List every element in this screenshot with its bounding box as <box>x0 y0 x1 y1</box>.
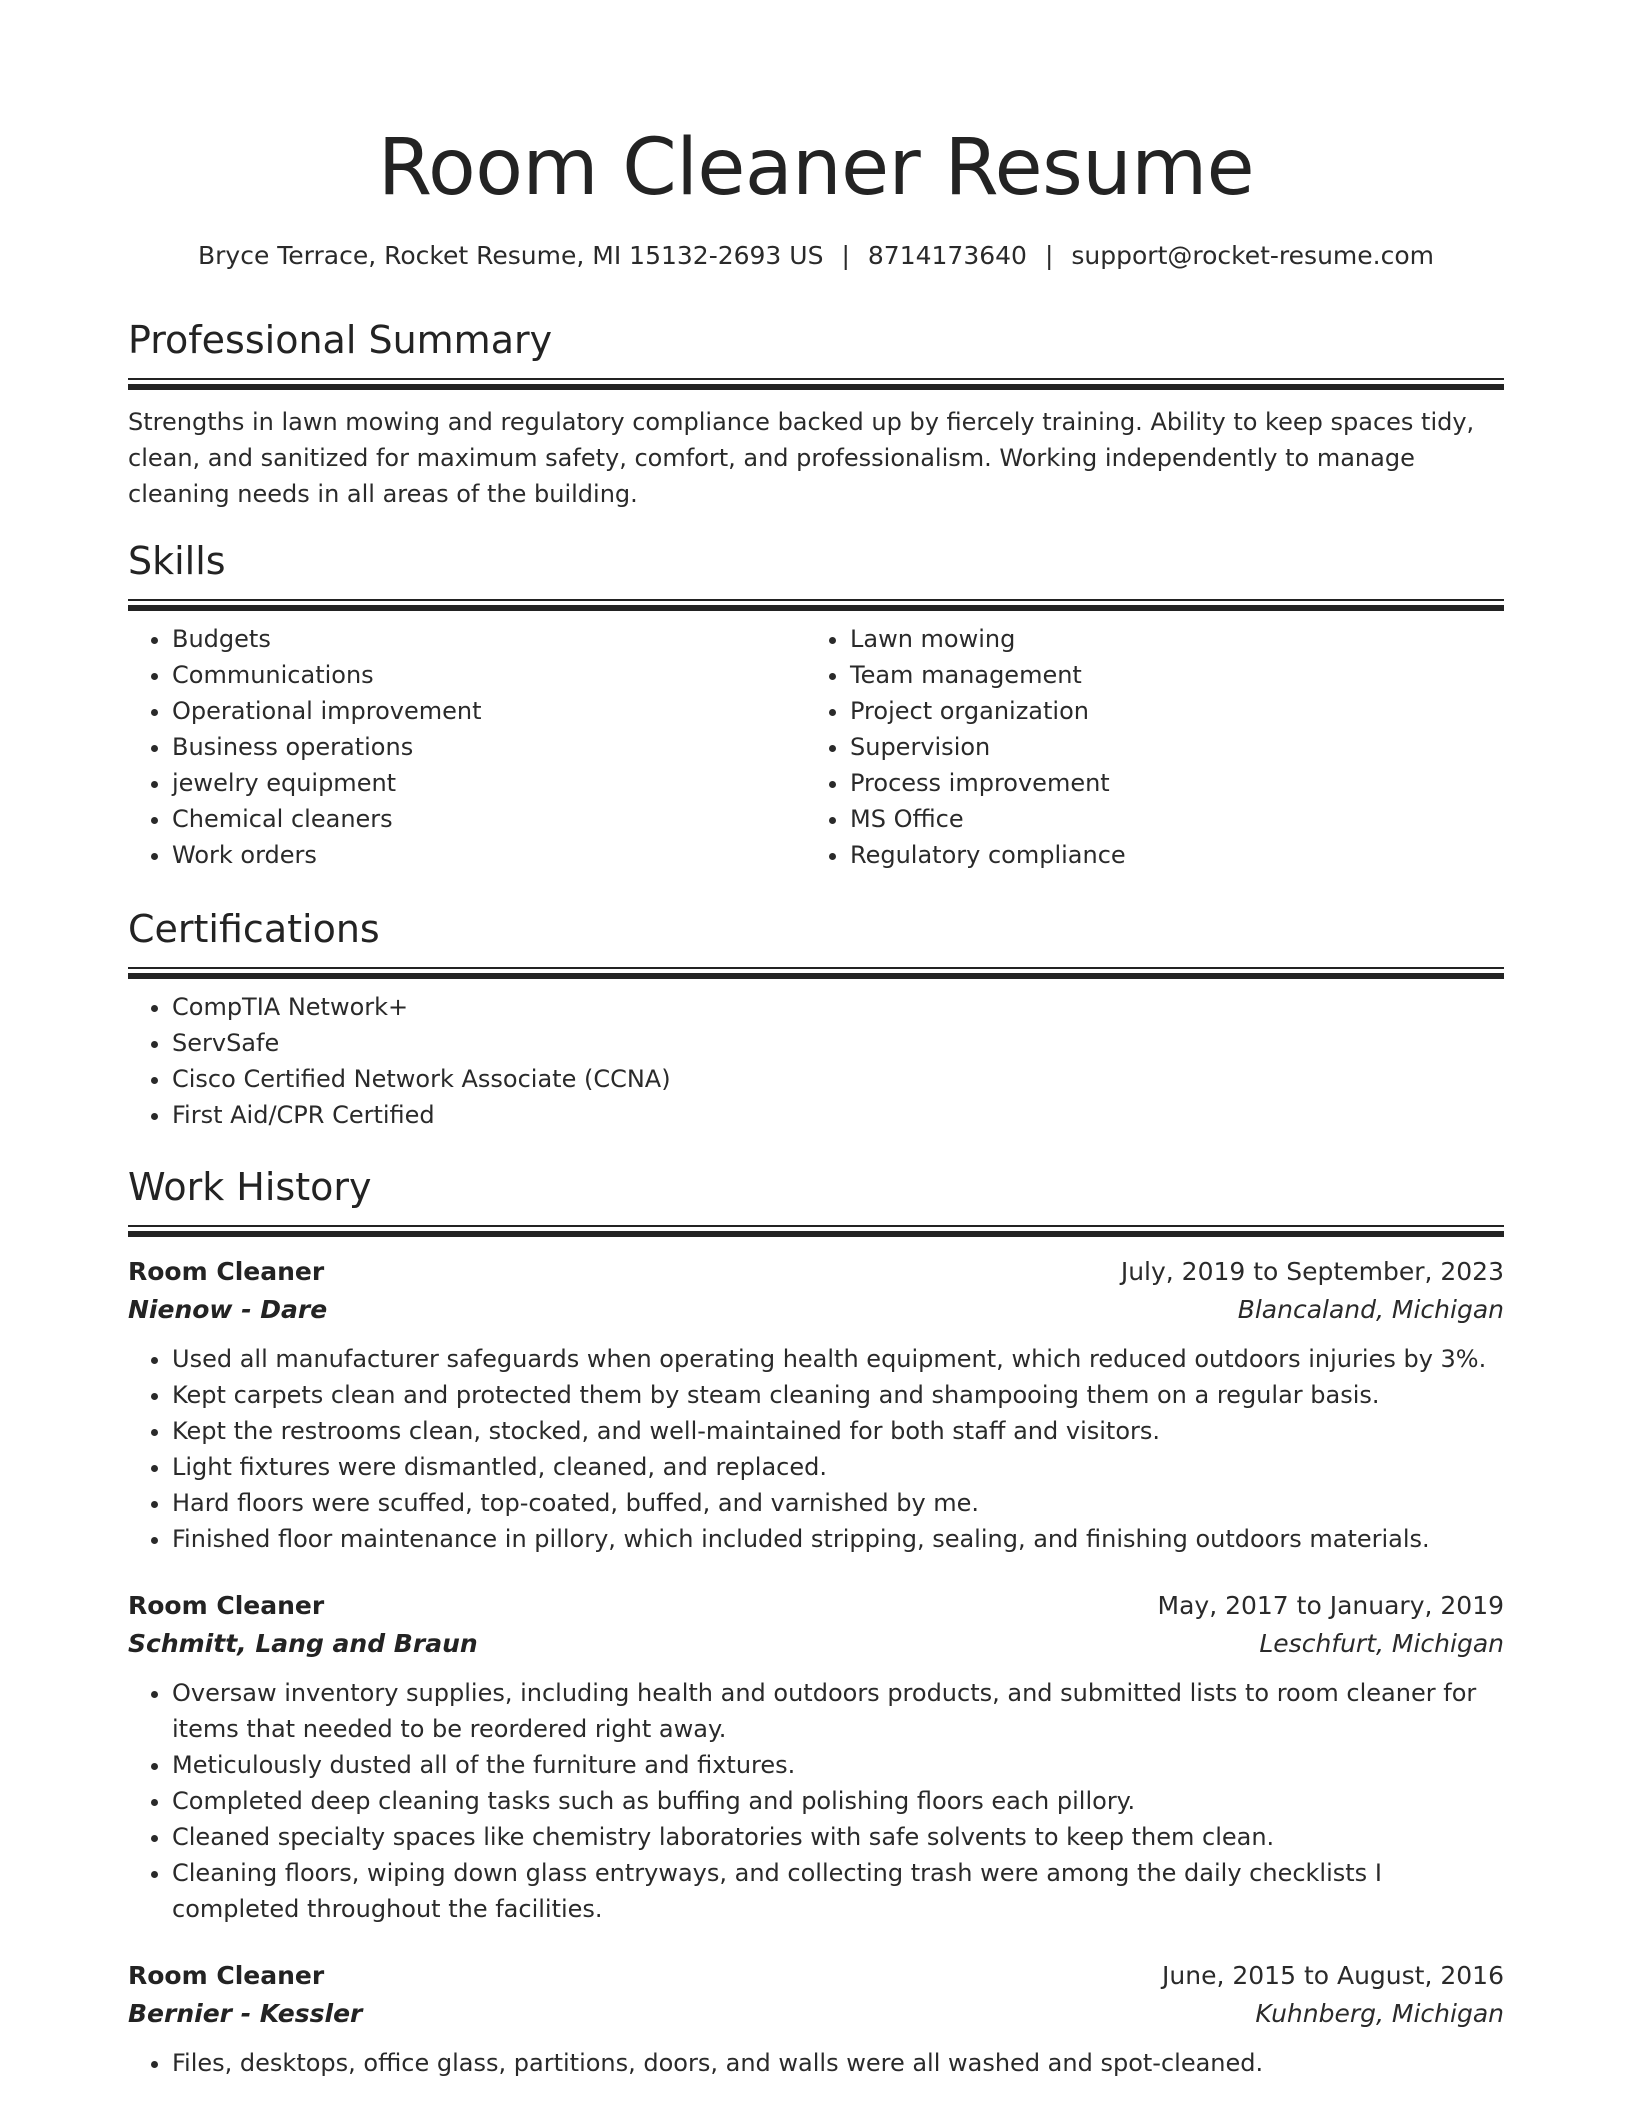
job-entry <box>128 1587 1504 1927</box>
job-company-row <box>128 1625 1504 1663</box>
skill-item: • Business operations <box>172 729 806 765</box>
skills-left-list <box>128 621 806 873</box>
certification-item: • First Aid/CPR Certified <box>172 1097 1504 1133</box>
job-title: Room Cleaner <box>128 1257 325 1286</box>
job-bullet: • Light fixtures were dismantled, cleaned, and replaced. <box>172 1449 1504 1485</box>
job-header-row <box>128 1957 1504 1995</box>
skills-section <box>128 537 1504 873</box>
skills-columns <box>128 621 1504 873</box>
job-bullet: • Cleaning floors, wiping down glass entryways, and collecting trash were among the daily checklists I completed throughout the facilities. <box>172 1855 1504 1927</box>
job-bullet: • Used all manufacturer safeguards when operating health equipment, which reduced outdoors injuries by 3%. <box>172 1341 1504 1377</box>
skill-item: • MS Office <box>850 801 1484 837</box>
certification-item: • CompTIA Network+ <box>172 989 1504 1025</box>
contact-separator: | <box>1044 241 1054 270</box>
skill-item: • jewelry equipment <box>172 765 806 801</box>
certifications-heading: Certifications <box>128 907 380 951</box>
job-location: Kuhnberg, Michigan <box>1255 1999 1504 2028</box>
skill-item: • Lawn mowing <box>850 621 1484 657</box>
contact-line <box>128 238 1504 274</box>
skill-item: • Team management <box>850 657 1484 693</box>
job-company-row <box>128 1291 1504 1329</box>
job-header-row <box>128 1253 1504 1291</box>
skill-item: • Budgets <box>172 621 806 657</box>
summary-text: Strengths in lawn mowing and regulatory compliance backed up by fiercely training. Ability to keep spaces tidy, clean, and sanitized for maximum safety, comfort, and professionalism. Working independently to manage cleaning needs in all areas of the building. <box>128 408 1475 508</box>
job-company: Bernier - Kessler <box>128 1999 363 2028</box>
section-divider <box>128 1225 1504 1237</box>
resume-title: Room Cleaner Resume <box>377 123 1255 213</box>
job-bullet: • Files, desktops, office glass, partitions, doors, and walls were all washed and spot-cleaned. <box>172 2045 1504 2081</box>
job-bullet: • Finished floor maintenance in pillory, which included stripping, sealing, and finishing outdoors materials. <box>172 1521 1504 1557</box>
job-location: Blancaland, Michigan <box>1237 1295 1504 1324</box>
job-title: Room Cleaner <box>128 1591 325 1620</box>
job-entry <box>128 1957 1504 2081</box>
certification-item: • Cisco Certified Network Associate (CCNA) <box>172 1061 1504 1097</box>
job-bullet: • Completed deep cleaning tasks such as buffing and polishing floors each pillory. <box>172 1783 1504 1819</box>
job-bullet: • Kept carpets clean and protected them by steam cleaning and shampooing them on a regular basis. <box>172 1377 1504 1413</box>
job-company-row <box>128 1995 1504 2033</box>
skill-item: • Work orders <box>172 837 806 873</box>
skill-item: • Regulatory compliance <box>850 837 1484 873</box>
job-header-row <box>128 1587 1504 1625</box>
job-company: Schmitt, Lang and Braun <box>128 1629 478 1658</box>
work-history-heading: Work History <box>128 1165 372 1209</box>
work-history-section <box>128 1163 1504 2081</box>
job-entry <box>128 1253 1504 1557</box>
summary-section <box>128 316 1504 512</box>
certifications-list <box>128 989 1504 1133</box>
skills-heading: Skills <box>128 539 226 583</box>
skill-item: • Project organization <box>850 693 1484 729</box>
job-dates: June, 2015 to August, 2016 <box>1162 1961 1504 1990</box>
job-dates: May, 2017 to January, 2019 <box>1157 1591 1504 1620</box>
summary-heading: Professional Summary <box>128 318 553 362</box>
job-bullets <box>128 2045 1504 2081</box>
job-company: Nienow - Dare <box>128 1295 328 1324</box>
job-title: Room Cleaner <box>128 1961 325 1990</box>
job-bullet: • Oversaw inventory supplies, including health and outdoors products, and submitted lists to room cleaner for items that needed to be reordered right away. <box>172 1675 1504 1747</box>
section-divider <box>128 378 1504 390</box>
certifications-section <box>128 905 1504 1133</box>
contact-email: support@rocket-resume.com <box>1071 241 1434 270</box>
skill-item: • Operational improvement <box>172 693 806 729</box>
job-bullets <box>128 1341 1504 1557</box>
skill-item: • Communications <box>172 657 806 693</box>
job-bullet: • Hard floors were scuffed, top-coated, buffed, and varnished by me. <box>172 1485 1504 1521</box>
job-dates: July, 2019 to September, 2023 <box>1120 1257 1504 1286</box>
skills-right-list <box>806 621 1484 873</box>
job-bullets <box>128 1675 1504 1927</box>
contact-address: Bryce Terrace, Rocket Resume, MI 15132-2693 US <box>197 241 824 270</box>
contact-separator: | <box>841 241 850 270</box>
skill-item: • Process improvement <box>850 765 1484 801</box>
job-location: Leschfurt, Michigan <box>1259 1629 1504 1658</box>
job-bullet: • Meticulously dusted all of the furniture and fixtures. <box>172 1747 1504 1783</box>
skill-item: • Chemical cleaners <box>172 801 806 837</box>
job-bullet: • Kept the restrooms clean, stocked, and well-maintained for both staff and visitors. <box>172 1413 1504 1449</box>
contact-phone: 8714173640 <box>867 241 1027 270</box>
skill-item: • Supervision <box>850 729 1484 765</box>
job-bullet: • Cleaned specialty spaces like chemistry laboratories with safe solvents to keep them clean. <box>172 1819 1504 1855</box>
section-divider <box>128 967 1504 979</box>
section-divider <box>128 599 1504 611</box>
certification-item: • ServSafe <box>172 1025 1504 1061</box>
